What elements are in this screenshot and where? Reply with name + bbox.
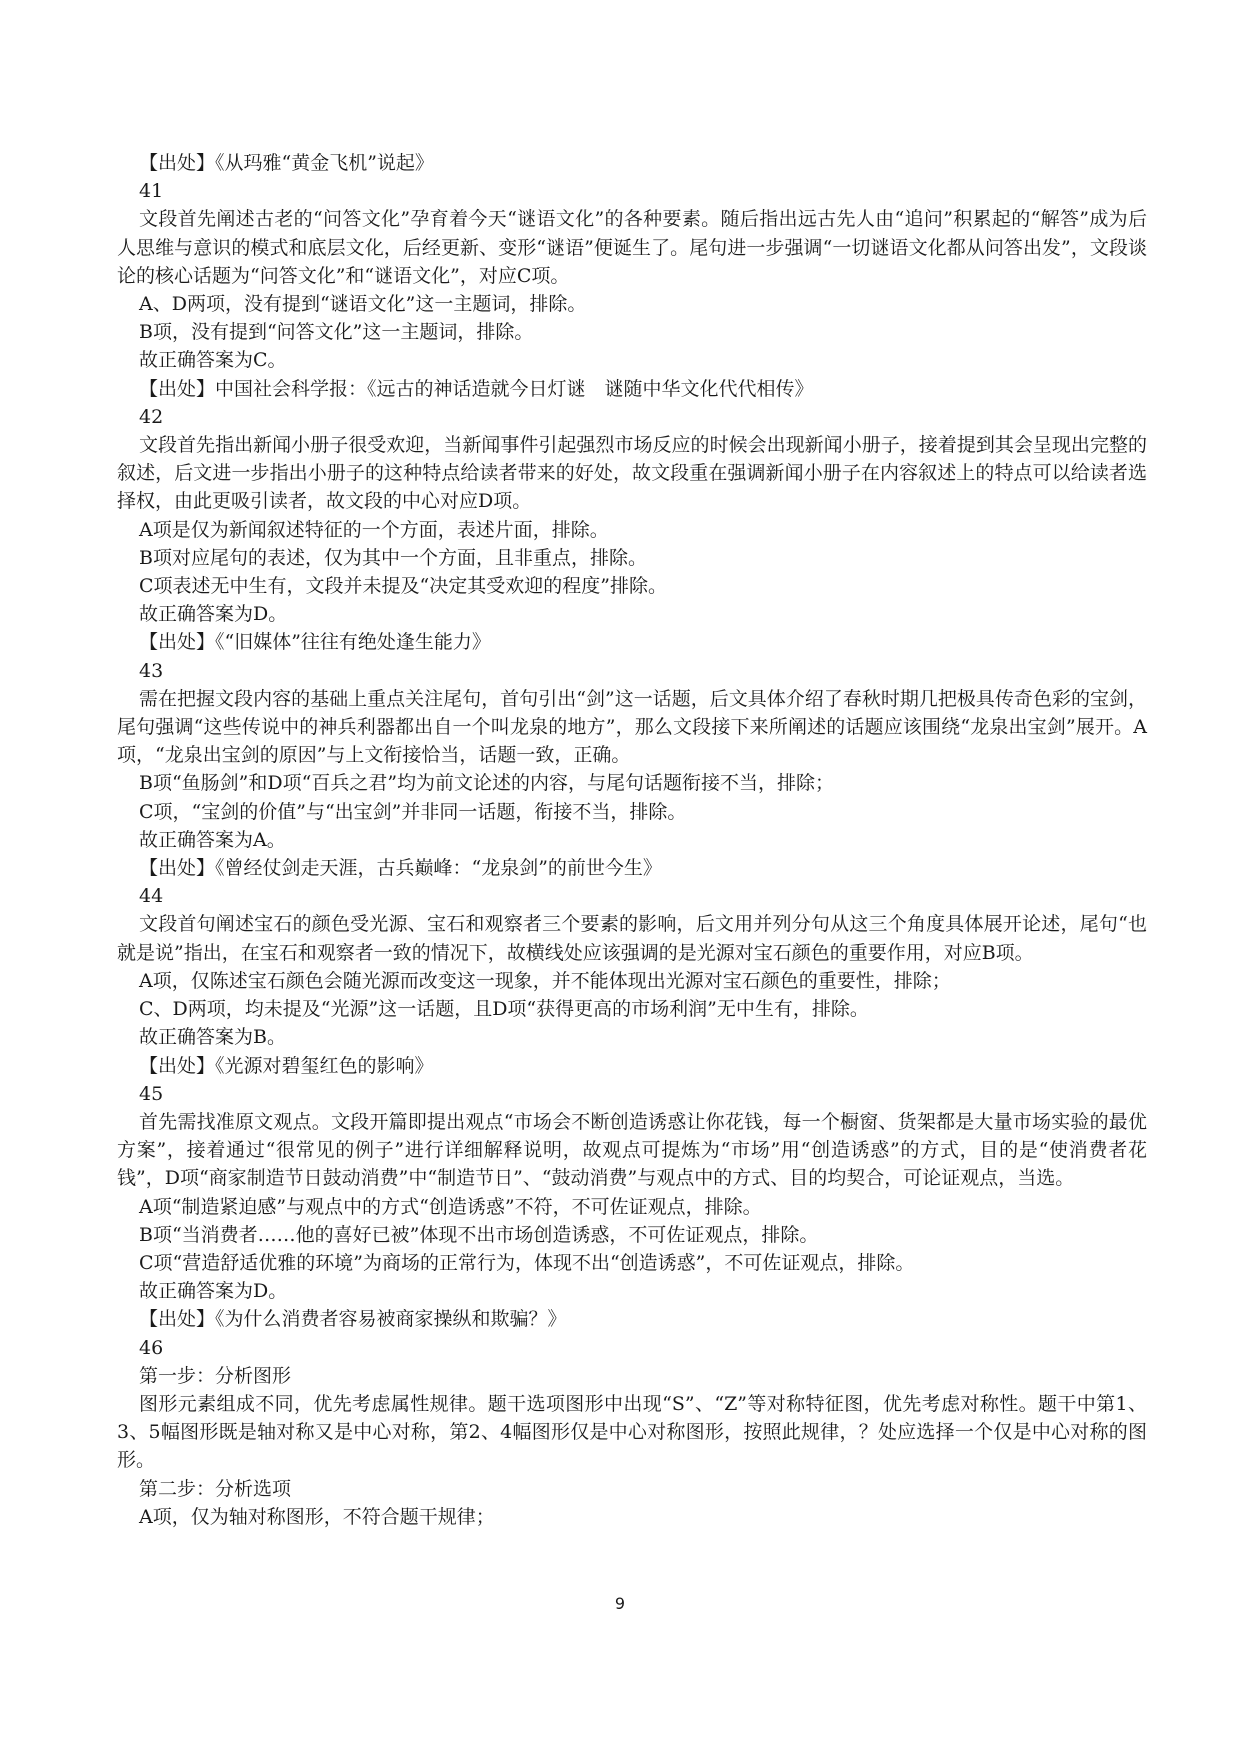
source-line: 【出处】《曾经仗剑走天涯，古兵巅峰：“龙泉剑”的前世今生》	[139, 857, 662, 880]
analysis-paragraph: 文段首句阐述宝石的颜色受光源、宝石和观察者三个要素的影响，后文用并列分句从这三个角度具体展开论述，尾句“也就是说”指出，在宝石和观察者一致的情况下，故横线处应该强调的是光源对宝石颜色的重要作用，对应B项。	[117, 913, 1147, 964]
option-line: B项“当消费者……他的喜好已被”体现不出市场创造诱惑，不可佐证观点，排除。	[139, 1223, 819, 1246]
analysis-paragraph: 首先需找准原文观点。文段开篇即提出观点“市场会不断创造诱惑让你花钱，每一个橱窗、货架都是大量市场实验的最优方案”，接着通过“很常见的例子”进行详细解释说明，故观点可提炼为“市场”用“创造诱惑”的方式，目的是“使消费者花钱”，D项“商家制造节日鼓动消费”中“制造节日”、“鼓动消费”与观点中的方式、目的均契合，可论证观点，当选。	[117, 1110, 1147, 1190]
step-heading: 第一步：分析图形	[139, 1364, 292, 1387]
answer-line: 故正确答案为B。	[139, 1026, 286, 1049]
option-line: B项，没有提到“问答文化”这一主题词，排除。	[139, 321, 534, 344]
page-content	[117, 149, 1147, 1531]
source-line: 【出处】《“旧媒体”往往有绝处逢生能力》	[139, 631, 491, 654]
option-line: B项“鱼肠剑”和D项“百兵之君”均为前文论述的内容，与尾句话题衔接不当，排除；	[139, 772, 835, 795]
option-line: C项，“宝剑的价值”与“出宝剑”并非同一话题，衔接不当，排除。	[139, 800, 687, 823]
question-number: 45	[139, 1082, 164, 1105]
question-number: 43	[139, 659, 164, 682]
source-line: 【出处】中国社会科学报：《远古的神话造就今日灯谜 谜随中华文化代代相传》	[139, 377, 814, 400]
question-number: 46	[139, 1336, 164, 1359]
analysis-paragraph: 文段首先阐述古老的“问答文化”孕育着今天“谜语文化”的各种要素。随后指出远古先人由“追问”积累起的“解答”成为后人思维与意识的模式和底层文化，后经更新、变形“谜语”便诞生了。尾句进一步强调“一切谜语文化都从问答出发”，文段谈论的核心话题为“问答文化”和“谜语文化”，对应C项。	[117, 208, 1147, 287]
step-heading: 第二步：分析选项	[139, 1477, 292, 1500]
answer-line: 故正确答案为A。	[139, 828, 286, 851]
question-number: 41	[139, 180, 164, 203]
question-number: 44	[139, 885, 164, 908]
analysis-paragraph: 图形元素组成不同，优先考虑属性规律。题干选项图形中出现“S”、“Z”等对称特征图，优先考虑对称性。题干中第1、3、5幅图形既是轴对称又是中心对称，第2、4幅图形仅是中心对称图形，按照此规律，？处应选择一个仅是中心对称的图形。	[117, 1392, 1147, 1472]
analysis-paragraph: 需在把握文段内容的基础上重点关注尾句，首句引出“剑”这一话题，后文具体介绍了春秋时期几把极具传奇色彩的宝剑，尾句强调“这些传说中的神兵利器都出自一个叫龙泉的地方”，那么文段接下来所阐述的话题应该围绕“龙泉出宝剑”展开。A项，“龙泉出宝剑的原因”与上文衔接恰当，话题一致，正确。	[117, 687, 1147, 767]
option-line: A项“制造紧迫感”与观点中的方式“创造诱惑”不符，不可佐证观点，排除。	[139, 1195, 762, 1218]
option-line: C项“营造舒适优雅的环境”为商场的正常行为，体现不出“创造诱惑”，不可佐证观点，排除。	[139, 1251, 915, 1274]
answer-line: 故正确答案为D。	[139, 603, 288, 626]
answer-line: 故正确答案为C。	[139, 349, 287, 372]
option-line: A项是仅为新闻叙述特征的一个方面，表述片面，排除。	[139, 518, 609, 541]
option-line: A项，仅陈述宝石颜色会随光源而改变这一现象，并不能体现出光源对宝石颜色的重要性，排除；	[139, 969, 951, 992]
answer-line: 故正确答案为D。	[139, 1280, 288, 1303]
option-line: A项，仅为轴对称图形，不符合题干规律；	[139, 1505, 495, 1528]
page-number: 9	[614, 1594, 626, 1613]
option-line: B项对应尾句的表述，仅为其中一个方面，且非重点，排除。	[139, 546, 647, 569]
question-number: 42	[139, 405, 164, 428]
option-line: A、D两项，没有提到“谜语文化”这一主题词，排除。	[139, 293, 587, 316]
source-line: 【出处】《光源对碧玺红色的影响》	[139, 1054, 434, 1077]
option-line: C项表述无中生有，文段并未提及“决定其受欢迎的程度”排除。	[139, 575, 667, 598]
source-line: 【出处】《为什么消费者容易被商家操纵和欺骗？》	[139, 1308, 567, 1331]
option-line: C、D两项，均未提及“光源”这一话题，且D项“获得更高的市场利润”无中生有，排除。	[139, 998, 869, 1021]
analysis-paragraph: 文段首先指出新闻小册子很受欢迎，当新闻事件引起强烈市场反应的时候会出现新闻小册子，接着提到其会呈现出完整的叙述，后文进一步指出小册子的这种特点给读者带来的好处，故文段重在强调新闻小册子在内容叙述上的特点可以给读者选择权，由此更吸引读者，故文段的中心对应D项。	[117, 434, 1147, 513]
source-line: 【出处】《从玛雅“黄金飞机”说起》	[139, 152, 434, 174]
